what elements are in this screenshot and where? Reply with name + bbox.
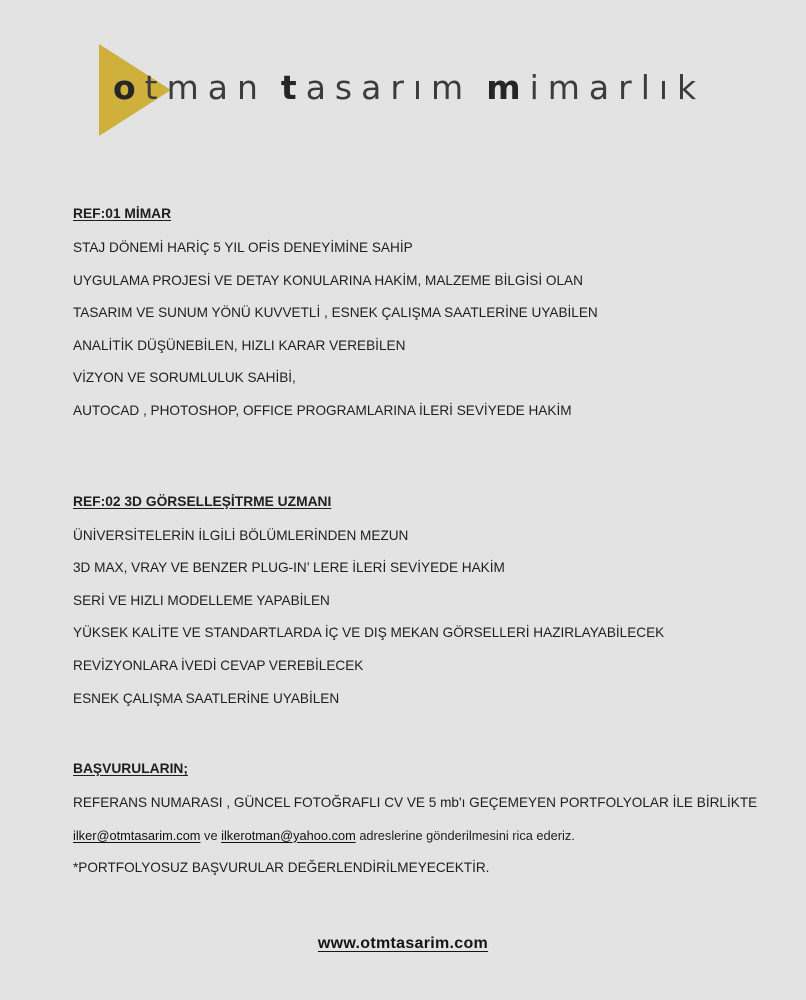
logo-initial-o: o [113,68,145,107]
logo-initial-m: m [486,68,530,107]
ref-01-heading: REF:01 MİMAR [73,206,172,221]
ref-01-requirement: AUTOCAD , PHOTOSHOP, OFFICE PROGRAMLARINA İLERİ SEVİYEDE HAKİM [73,402,572,418]
ref-02-requirement: REVİZYONLARA İVEDİ CEVAP VEREBİLECEK [73,657,364,673]
ref-01-requirement: ANALİTİK DÜŞÜNEBİLEN, HIZLI KARAR VEREBİLEN [73,337,406,353]
ref-02-requirement: SERİ VE HIZLI MODELLEME YAPABİLEN [73,592,330,608]
ref-02-requirement: YÜKSEK KALİTE VE STANDARTLARDA İÇ VE DIŞ MEKAN GÖRSELLERİ HAZIRLAYABİLECEK [73,625,665,641]
email-line-rest: adreslerine gönderilmesini rica ederiz. [359,827,575,843]
logo-word-imarlik: imarlık [529,68,706,107]
ref-01-requirement: TASARIM VE SUNUM YÖNÜ KUVVETLİ , ESNEK ÇALIŞMA SAATLERİNE UYABİLEN [73,305,598,321]
ref-02-section [73,488,773,716]
ref-02-heading: REF:02 3D GÖRSELLEŞİTRME UZMANI [73,493,332,509]
logo-initial-t: t [280,68,306,107]
ref-01-requirement: STAJ DÖNEMİ HARİÇ 5 YIL OFİS DENEYİMİNE SAHİP [73,240,413,255]
company-logo [99,44,706,136]
ref-01-requirement: VİZYON VE SORUMLULUK SAHİBİ, [73,370,296,386]
website-link[interactable]: www.otmtasarim.com [317,935,489,952]
logo-word-tman: tman [144,68,267,107]
ref-02-requirement: 3D MAX, VRAY VE BENZER PLUG-IN’ LERE İLERİ SEVİYEDE HAKİM [73,560,505,576]
email-link-otmtasarim[interactable]: ilker@otmtasarim.com [73,827,201,843]
ref-02-requirement: ESNEK ÇALIŞMA SAATLERİNE UYABİLEN [73,690,340,706]
application-heading: BAŞVURULARIN; [73,761,188,777]
application-emails-line [73,820,773,853]
ref-02-requirement: ÜNİVERSİTELERİN İLGİLİ BÖLÜMLERİNDEN MEZUN [73,527,409,543]
ref-01-section [73,200,773,428]
email-link-yahoo[interactable]: ilkerotman@yahoo.com [221,827,356,843]
application-section [73,755,773,885]
logo-word-asarim: asarım [305,68,473,107]
job-postings [73,200,773,885]
portfolio-note: *PORTFOLYOSUZ BAŞVURULAR DEĞERLENDİRİLMEYECEKTİR. [73,860,490,876]
ref-01-requirement: UYGULAMA PROJESİ VE DETAY KONULARINA HAKİM, MALZEME BİLGİSİ OLAN [73,272,583,288]
logo-wordmark [113,68,705,108]
application-instructions: REFERANS NUMARASI , GÜNCEL FOTOĞRAFLI CV VE 5 mb'ı GEÇEMEYEN PORTFOLYOLAR İLE BİRLİKTE [73,795,758,811]
email-connector: ve [204,827,218,843]
